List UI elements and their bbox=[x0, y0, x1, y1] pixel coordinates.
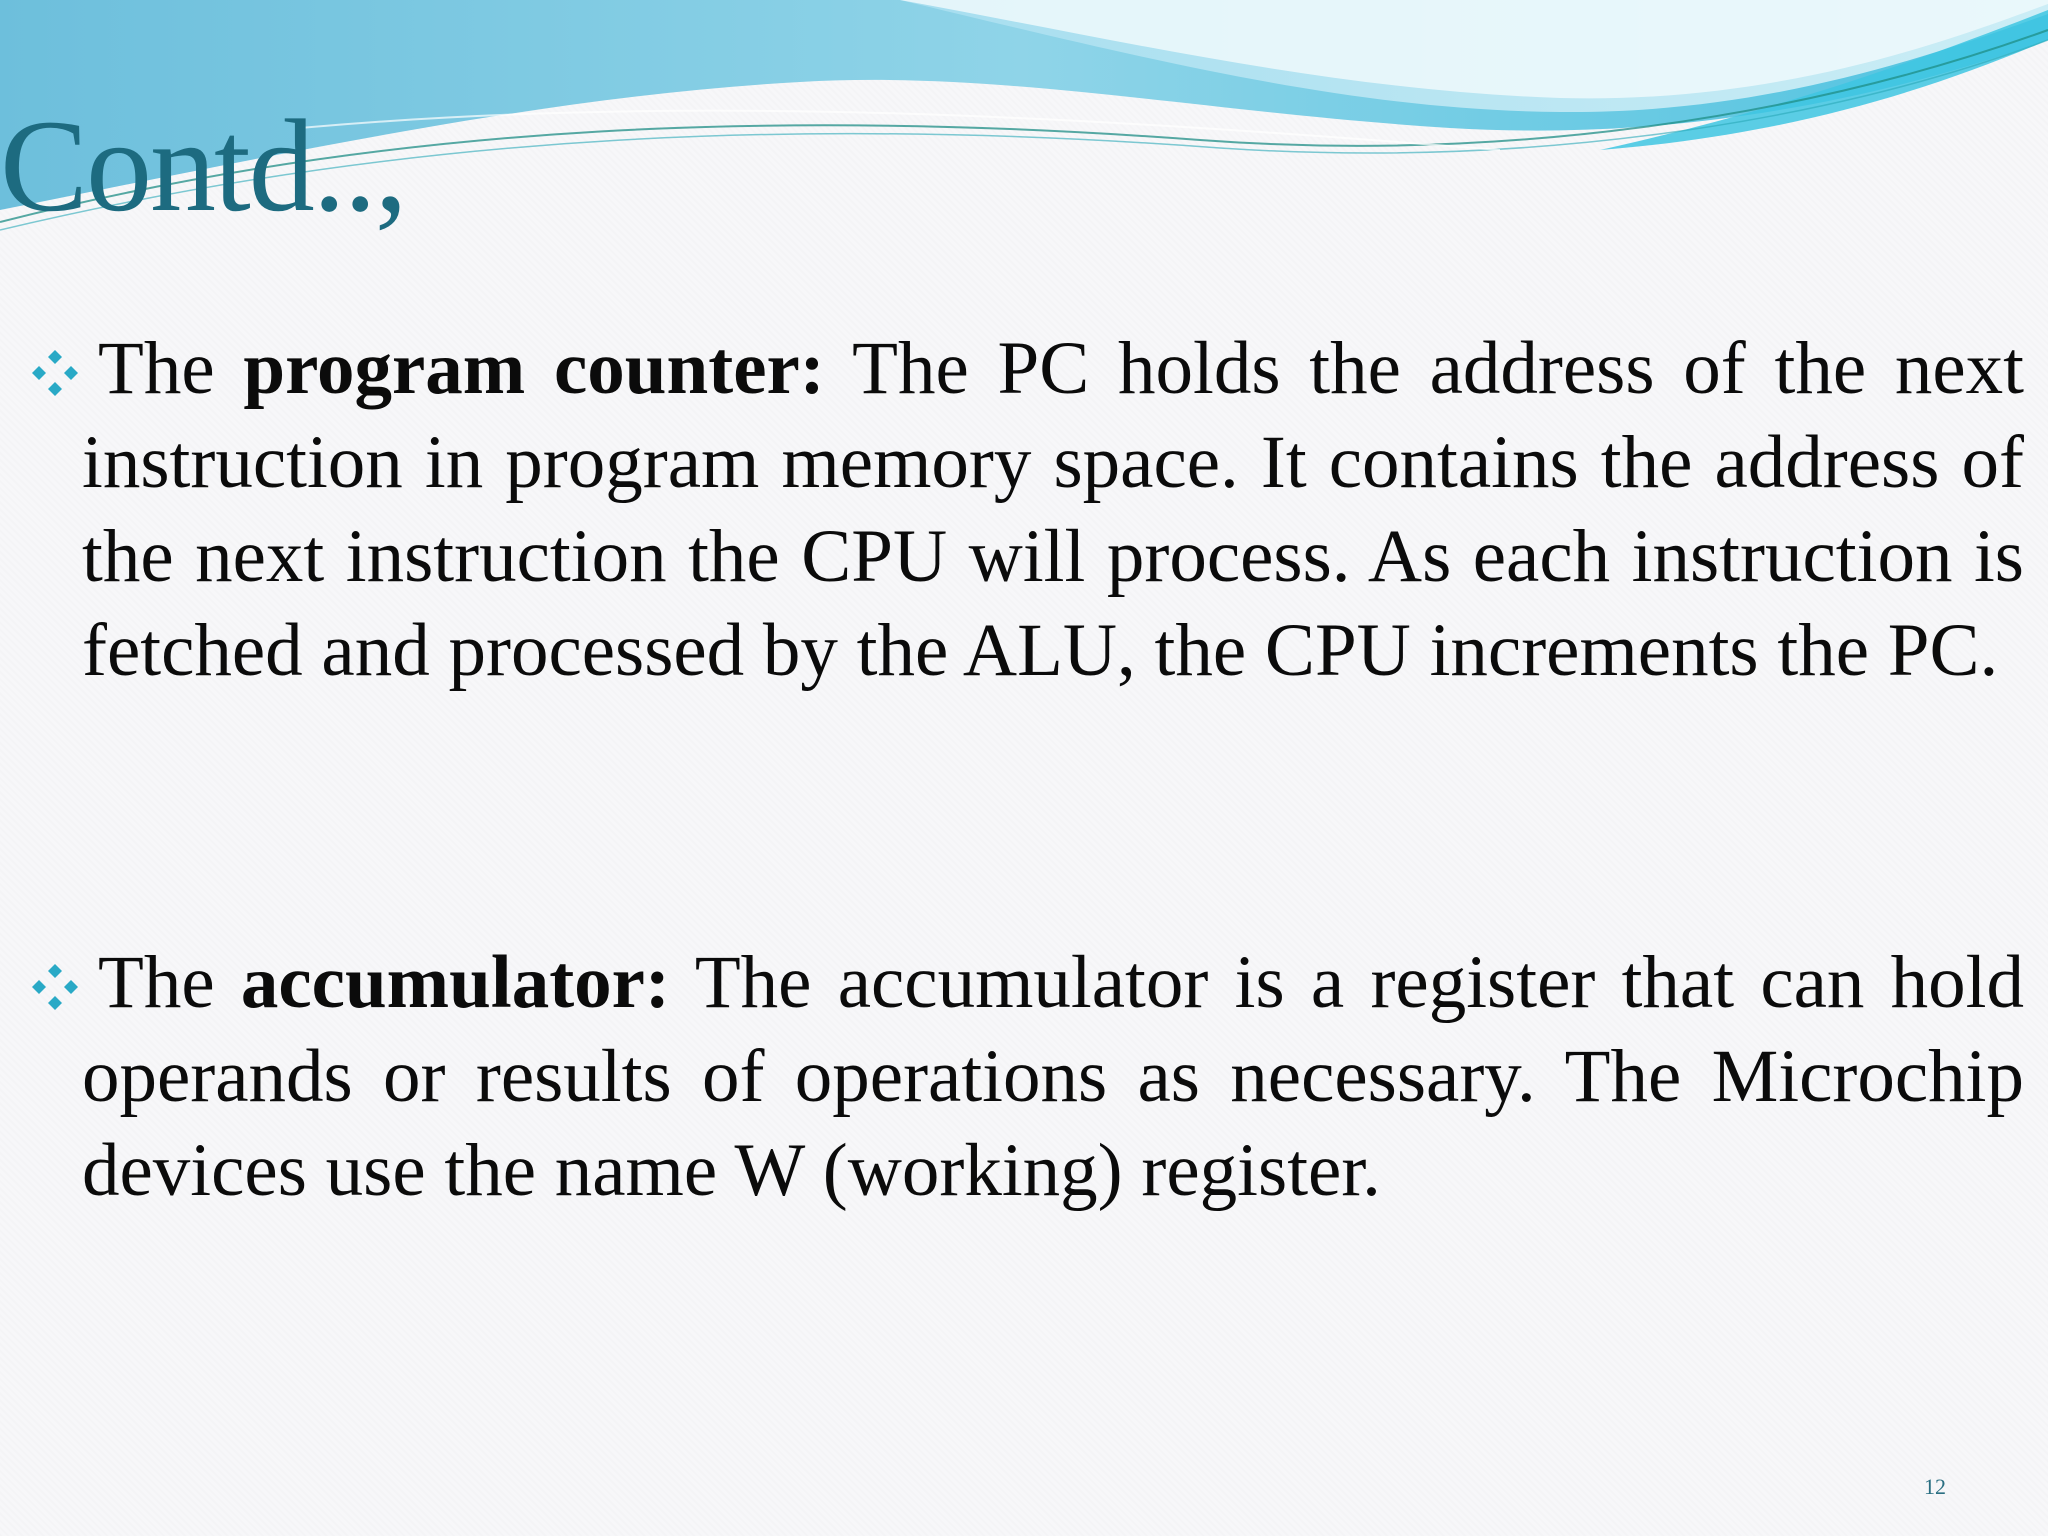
bullet-term: accumulator: bbox=[240, 941, 670, 1024]
four-diamond-bullet-icon bbox=[26, 344, 84, 402]
bullet-term: program counter: bbox=[243, 327, 825, 410]
slide-title: Contd.., bbox=[0, 92, 406, 239]
bullet-description: The PC holds the address of the next instruction in program memory space. It contains the address of the next instruction the CPU will process. As each instruction is fetched and processed by the ALU, the CPU increments the PC. bbox=[82, 327, 2025, 692]
four-diamond-bullet-icon bbox=[26, 958, 84, 1016]
bullet-lead: The bbox=[98, 941, 241, 1024]
bullet-lead: The bbox=[98, 327, 244, 410]
bullet-description: The accumulator is a register that can hold operands or results of operations as necessary. The Microchip devices use the name W (working) register. bbox=[82, 941, 2024, 1212]
bullet-text bbox=[82, 936, 2024, 1218]
page-number: 12 bbox=[1924, 1474, 1946, 1499]
bullet-item-program-counter bbox=[26, 322, 2024, 698]
bullet-item-accumulator bbox=[26, 936, 2024, 1218]
bullet-text bbox=[82, 322, 2024, 698]
